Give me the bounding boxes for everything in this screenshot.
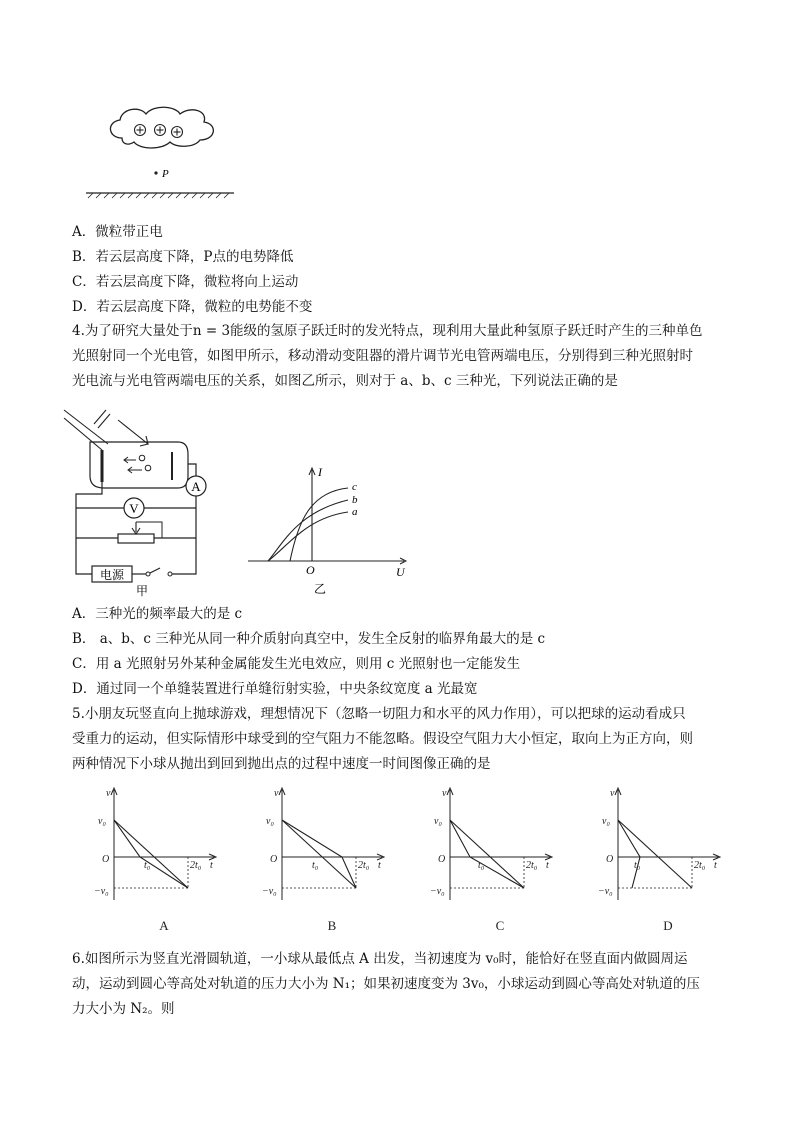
t-label: t bbox=[714, 860, 717, 871]
origin-label: O bbox=[102, 854, 110, 865]
svg-text:A: A bbox=[191, 479, 201, 494]
ground-hatch bbox=[88, 193, 229, 198]
two-t0-label: 2t₀ bbox=[694, 860, 706, 871]
q3-option-c: C．若云层高度下降，微粒将向上运动 bbox=[72, 274, 299, 290]
light-beam bbox=[64, 410, 148, 450]
vt-graph-a bbox=[94, 788, 216, 933]
graph-caption: A bbox=[159, 918, 169, 933]
q3-option-d: D．若云层高度下降，微粒的电势能不变 bbox=[72, 299, 313, 315]
neg-v0-label: −v₀ bbox=[430, 886, 445, 897]
caption-yi: 乙 bbox=[313, 582, 327, 596]
ideal-line bbox=[618, 820, 692, 888]
cloud-shape bbox=[110, 107, 213, 148]
origin-label: O bbox=[270, 854, 278, 865]
two-t0-label: 2t₀ bbox=[358, 860, 370, 871]
q4-option-b: B． a、b、c 三种光从同一种介质射向真空中，发生全反射的临界角最大的是 c bbox=[72, 631, 546, 647]
svg-text:O: O bbox=[306, 563, 315, 577]
svg-text:I: I bbox=[318, 465, 322, 479]
t0-label: t₀ bbox=[312, 860, 319, 871]
q4-option-a: A．三种光的频率最大的是 c bbox=[72, 606, 243, 622]
t-label: t bbox=[378, 860, 381, 871]
q6-stem-line-3: 力大小为 N₂。则 bbox=[72, 1001, 175, 1017]
curve-b bbox=[268, 500, 348, 561]
vt-graphs bbox=[78, 782, 728, 940]
voltmeter bbox=[124, 498, 144, 518]
q5-stem-line-2: 受重力的运动，但实际情形中球受到的空气阻力不能忽略。假设空气阻力大小恒定，取向上为正方向，则 bbox=[72, 731, 693, 747]
svg-text:b: b bbox=[352, 494, 358, 506]
origin-label: O bbox=[606, 854, 614, 865]
t0-label: t₀ bbox=[634, 860, 641, 871]
point-p-dot bbox=[154, 171, 157, 174]
neg-v0-label: −v₀ bbox=[262, 886, 277, 897]
q4-stem-line-1: 4.为了研究大量处于n = 3能级的氢原子跃迁时的发光特点，现利用大量此种氢原子跃迁时产生的三种单色 bbox=[72, 323, 703, 339]
svg-text:V: V bbox=[129, 501, 139, 516]
graph-caption: D bbox=[663, 918, 673, 933]
ideal-line bbox=[114, 820, 188, 888]
svg-text:a: a bbox=[352, 506, 358, 518]
svg-text:c: c bbox=[352, 481, 357, 493]
neg-v0-label: −v₀ bbox=[598, 886, 613, 897]
t0-label: t₀ bbox=[144, 860, 151, 871]
t-label: t bbox=[546, 860, 549, 871]
origin-label: O bbox=[438, 854, 446, 865]
v-label: v bbox=[442, 788, 447, 799]
graph-caption: B bbox=[327, 918, 337, 933]
electrons bbox=[124, 455, 151, 473]
q5-stem-line-3: 两种情况下小球从抛出到回到抛出点的过程中速度一时间图像正确的是 bbox=[72, 756, 491, 772]
q3-option-b: B．若云层高度下降，P点的电势降低 bbox=[72, 249, 294, 265]
v0-label: v₀ bbox=[434, 816, 442, 827]
iv-graph-yi bbox=[244, 462, 414, 598]
graph-caption: C bbox=[495, 918, 505, 933]
vt-graph-b bbox=[262, 788, 384, 933]
vt-graph-c bbox=[430, 788, 552, 933]
q5-stem-line-1: 5.小朋友玩竖直向上抛球游戏，理想情况下（忽略一切阻力和水平的风力作用），可以把球的运动看成只 bbox=[72, 706, 686, 722]
v0-label: v₀ bbox=[98, 816, 106, 827]
two-t0-label: 2t₀ bbox=[526, 860, 538, 871]
v0-label: v₀ bbox=[602, 816, 610, 827]
q4-option-c: C．用 a 光照射另外某种金属能发生光电效应，则用 c 光照射也一定能发生 bbox=[72, 656, 521, 672]
circuit-figure-jia bbox=[62, 398, 222, 598]
point-p-label: P bbox=[162, 168, 169, 180]
cloud-figure bbox=[84, 100, 244, 205]
neg-v0-label: −v₀ bbox=[94, 886, 109, 897]
v-label: v bbox=[274, 788, 279, 799]
v-label: v bbox=[106, 788, 111, 799]
ammeter bbox=[186, 476, 206, 496]
caption-jia: 甲 bbox=[135, 584, 149, 598]
ideal-line bbox=[450, 820, 524, 888]
q4-option-d: D．通过同一个单缝装置进行单缝衍射实验，中央条纹宽度 a 光最宽 bbox=[72, 681, 478, 697]
phototube bbox=[90, 442, 188, 488]
q6-stem-line-2: 动，运动到圆心等高处对轨道的压力大小为 N₁；如果初速度变为 3v₀，小球运动到圆心等高处对轨道的压 bbox=[72, 976, 700, 992]
q6-stem-line-1: 6.如图所示为竖直光滑圆轨道，一小球从最低点 A 出发，当初速度为 v₀时，能恰好在竖直面内做圆周运 bbox=[72, 951, 688, 967]
svg-text:电源: 电源 bbox=[99, 568, 125, 582]
vt-graph-d bbox=[598, 788, 720, 933]
t-label: t bbox=[210, 860, 213, 871]
rheostat bbox=[118, 522, 162, 543]
v-label: v bbox=[610, 788, 615, 799]
q3-option-a: A．微粒带正电 bbox=[72, 224, 163, 240]
svg-text:U: U bbox=[396, 565, 405, 579]
positive-charges bbox=[135, 125, 183, 138]
q4-stem-line-2: 光照射同一个光电管，如图甲所示，移动滑动变阻器的滑片调节光电管两端电压，分别得到三种光照射时 bbox=[72, 348, 693, 364]
ideal-line bbox=[282, 820, 356, 888]
t0-label: t₀ bbox=[478, 860, 485, 871]
v0-label: v₀ bbox=[266, 816, 274, 827]
two-t0-label: 2t₀ bbox=[190, 860, 202, 871]
q4-stem-line-3: 光电流与光电管两端电压的关系，如图乙所示，则对于 a、b、c 三种光，下列说法正确的是 bbox=[72, 373, 618, 389]
curve-a bbox=[268, 512, 348, 561]
